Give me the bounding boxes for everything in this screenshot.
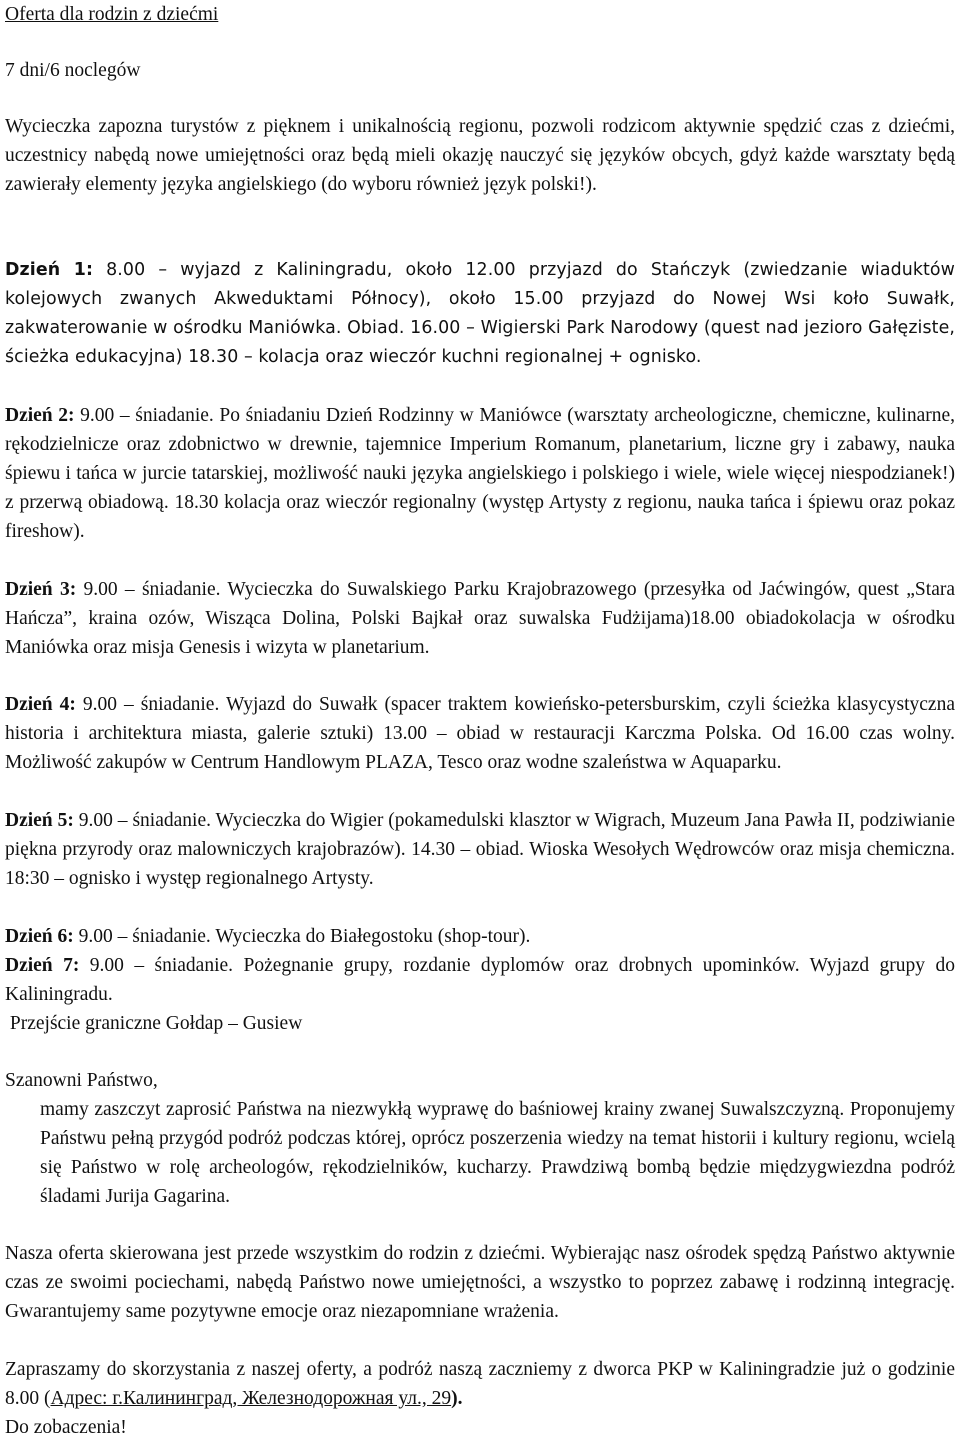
day-5-label: Dzień 5: xyxy=(5,810,74,831)
invitation-paragraph: mamy zaszczyt zaprosić Państwa na niezwykłą wyprawę do baśniowej krainy zwanej Suwalszczyzną. Proponujemy Państwu pełną przygód podróż podczas której, oprócz poszerzenia wiedzy na temat historii i kultury regionu, wcielą się Państwo w rolę archeologów, rękodzielników, kucharzy. Prawdziwą bombą będzie międzygwiezdna podróż śladami Jurija Gagarina. xyxy=(40,1099,955,1207)
day-2-label: Dzień 2: xyxy=(5,405,75,426)
departure-text-end: ). xyxy=(451,1388,463,1409)
day-3-label: Dzień 3: xyxy=(5,579,77,600)
day-5-text: 9.00 – śniadanie. Wycieczka do Wigier (pokamedulski klasztor w Wigrach, Muzeum Jana Pawła II, podziwianie piękna przyrody oraz malowniczych krajobrazów). 14.30 – obiad. Wioska Wesołych Wędrowców oraz misja chemiczna. 18:30 – ognisko i występ regionalnego Artysty. xyxy=(5,810,955,889)
closing-line: Do zobaczenia! xyxy=(5,1417,127,1438)
departure-text: Zapraszamy do skorzystania z naszej oferty, a podróż naszą zaczniemy z dworca PKP w Kaliningradzie już o godzinie 8.00 ( xyxy=(5,1359,955,1409)
intro-paragraph: Wycieczka zapozna turystów z pięknem i unikalnością regionu, pozwoli rodzicom aktywnie spędzić czas z dziećmi, uczestnicy nabędą nowe umiejętności oraz będą mieli okazję nauczyć się języków obcych, gdyż każde warsztaty będą zawierały elementy języka angielskiego (do wyboru również język polski!). xyxy=(5,116,955,195)
offer-paragraph: Nasza oferta skierowana jest przede wszystkim do rodzin z dziećmi. Wybierając nasz ośrodek spędzą Państwo aktywnie czas ze swoimi pociechami, nabędą Państwo nowe umiejętności, a wszystko to poprzez zabawę i rodzinną integrację. Gwarantujemy same pozytywne emocje oraz niezapomniane wrażenia. xyxy=(5,1243,955,1322)
day-7-text: 9.00 – śniadanie. Pożegnanie grupy, rozdanie dyplomów oraz drobnych upominków. Wyjazd grupy do Kaliningradu. xyxy=(5,955,955,1005)
document-title: Oferta dla rodzin z dziećmi xyxy=(5,4,219,25)
day-2-text: 9.00 – śniadanie. Po śniadaniu Dzień Rodzinny w Maniówce (warsztaty archeologiczne, chemiczne, kulinarne, rękodzielnicze oraz zdobnictwo w drewnie, tajemnice Imperium Romanum, planetarium, liczne gry i zabawy, nauka śpiewu i tańca w jurcie tatarskiej, możliwość nauki języka angielskiego i polskiego i wiele, wiele więcej niespodzianek!) z przerwą obiadową. 18.30 kolacja oraz wieczór regionalny (występ Artysty z regionu, nauka tańca i śpiewu oraz pokaz fireshow). xyxy=(5,405,955,542)
day-7-label: Dzień 7: xyxy=(5,955,80,976)
day-3-text: 9.00 – śniadanie. Wycieczka do Suwalskiego Parku Krajobrazowego (przesyłka od Jaćwingów, quest „Stara Hańcza”, kraina ozów, Wisząca Dolina, Polski Bajkał oraz suwalska Fudżijama)18.00 obiadokolacja w ośrodku Maniówka oraz misja Genesis i wizyta w planetarium. xyxy=(5,579,955,658)
greeting: Szanowni Państwo, xyxy=(5,1070,158,1091)
day-5-schedule xyxy=(5,806,955,893)
day-4-label: Dzień 4: xyxy=(5,694,76,715)
day-7-schedule xyxy=(5,951,955,1009)
day-6-text: 9.00 – śniadanie. Wycieczka do Białegostoku (shop-tour). xyxy=(73,926,531,947)
day-1-text: 8.00 – wyjazd z Kaliningradu, około 12.00 przyjazd do Stańczyk (zwiedzanie wiaduktów kolejowych zwanych Akweduktami Północy), około 15.00 przyjazd do Nowej Wsi koło Suwałk, zakwaterowanie w ośrodku Maniówka. Obiad. 16.00 – Wigierski Park Narodowy (quest nad jezioro Gałęziste, ścieżka edukacyjna) 18.30 – kolacja oraz wieczór kuchni regionalnej + ognisko. xyxy=(5,260,955,367)
day-2-schedule xyxy=(5,401,955,546)
day-4-text: 9.00 – śniadanie. Wyjazd do Suwałk (spacer traktem kowieńsko-petersburskim, czyli ścieżka klasycystyczna historia i architektura miasta, galerie sztuki) 13.00 – obiad w restauracji Karczma Polska. Od 16.00 czas wolny. Możliwość zakupów w Centrum Handlowym PLAZA, Tesco oraz wodne szaleństwa w Aquaparku. xyxy=(5,694,955,773)
day-6-schedule xyxy=(5,922,955,951)
day-3-schedule xyxy=(5,575,955,662)
day-1-label: Dzień 1: xyxy=(5,260,94,280)
day-4-schedule xyxy=(5,690,955,777)
trip-duration: 7 dni/6 noclegów xyxy=(5,60,141,81)
day-1-schedule xyxy=(5,256,955,372)
day-6-label: Dzień 6: xyxy=(5,926,74,947)
border-crossing-note: Przejście graniczne Gołdap – Gusiew xyxy=(5,1013,303,1034)
station-address: Адрес: г.Калининград, Железнодорожная ул., 29 xyxy=(50,1388,452,1409)
departure-paragraph xyxy=(5,1355,955,1413)
